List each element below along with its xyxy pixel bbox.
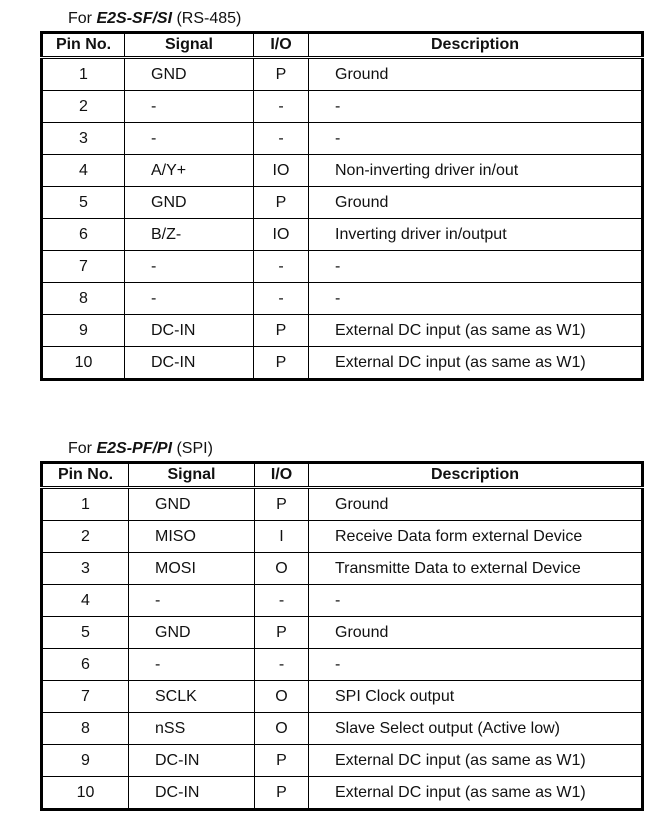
caption-suffix: (RS-485) [172, 10, 242, 27]
io: - [255, 649, 309, 681]
signal: GND [125, 58, 254, 91]
signal: A/Y+ [125, 155, 254, 187]
io: P [254, 187, 309, 219]
table-row [42, 553, 643, 585]
signal: B/Z- [125, 219, 254, 251]
signal: - [125, 283, 254, 315]
description: Ground [309, 187, 643, 219]
pin-no: 4 [42, 585, 129, 617]
signal: DC-IN [129, 777, 255, 810]
signal: GND [129, 488, 255, 521]
signal: - [125, 123, 254, 155]
pin-no: 9 [42, 315, 125, 347]
caption-model: E2S-PF/PI [96, 440, 173, 457]
header-pin-no: Pin No. [42, 463, 129, 488]
io: P [254, 315, 309, 347]
header-row [42, 463, 643, 488]
header-io: I/O [255, 463, 309, 488]
signal: DC-IN [125, 347, 254, 380]
pin-no: 9 [42, 745, 129, 777]
signal: MOSI [129, 553, 255, 585]
header-description: Description [309, 463, 643, 488]
io: - [255, 585, 309, 617]
pin-no: 10 [42, 347, 125, 380]
pin-no: 7 [42, 681, 129, 713]
description: Inverting driver in/output [309, 219, 643, 251]
signal: SCLK [129, 681, 255, 713]
header-io: I/O [254, 33, 309, 58]
header-signal: Signal [125, 33, 254, 58]
table-row [42, 283, 643, 315]
pin-no: 2 [42, 91, 125, 123]
signal: GND [125, 187, 254, 219]
table-row [42, 649, 643, 681]
table-row [42, 91, 643, 123]
header-pin-no: Pin No. [42, 33, 125, 58]
pin-no: 1 [42, 488, 129, 521]
io: IO [254, 219, 309, 251]
io: I [255, 521, 309, 553]
caption-prefix: For [68, 10, 97, 27]
io: P [254, 58, 309, 91]
description: Ground [309, 488, 643, 521]
pin-no: 4 [42, 155, 125, 187]
table-row [42, 155, 643, 187]
io: IO [254, 155, 309, 187]
io: P [255, 777, 309, 810]
signal: nSS [129, 713, 255, 745]
io: O [255, 713, 309, 745]
signal: DC-IN [125, 315, 254, 347]
pin-no: 7 [42, 251, 125, 283]
io: O [255, 553, 309, 585]
signal: GND [129, 617, 255, 649]
description: - [309, 251, 643, 283]
table-row [42, 58, 643, 91]
io: - [254, 91, 309, 123]
io: P [255, 745, 309, 777]
io: P [255, 617, 309, 649]
table-caption-spi [68, 440, 213, 458]
description: External DC input (as same as W1) [309, 777, 643, 810]
pin-no: 3 [42, 553, 129, 585]
table-row [42, 521, 643, 553]
description: SPI Clock output [309, 681, 643, 713]
table-row [42, 219, 643, 251]
description: Ground [309, 617, 643, 649]
description: Receive Data form external Device [309, 521, 643, 553]
header-description: Description [309, 33, 643, 58]
io: P [255, 488, 309, 521]
signal: DC-IN [129, 745, 255, 777]
description: Ground [309, 58, 643, 91]
header-row [42, 33, 643, 58]
description: External DC input (as same as W1) [309, 315, 643, 347]
pin-no: 2 [42, 521, 129, 553]
caption-suffix: (SPI) [172, 440, 213, 457]
description: - [309, 649, 643, 681]
pin-no: 10 [42, 777, 129, 810]
description: - [309, 91, 643, 123]
pin-no: 6 [42, 219, 125, 251]
pin-no: 8 [42, 283, 125, 315]
table-row [42, 617, 643, 649]
table-row [42, 713, 643, 745]
description: - [309, 585, 643, 617]
table-row [42, 488, 643, 521]
table-row [42, 251, 643, 283]
signal: MISO [129, 521, 255, 553]
description: Transmitte Data to external Device [309, 553, 643, 585]
description: External DC input (as same as W1) [309, 347, 643, 380]
signal: - [125, 91, 254, 123]
caption-prefix: For [68, 440, 97, 457]
io: O [255, 681, 309, 713]
description: - [309, 283, 643, 315]
table-row [42, 585, 643, 617]
table-caption-rs485 [68, 10, 241, 28]
signal: - [125, 251, 254, 283]
pin-no: 1 [42, 58, 125, 91]
pin-no: 3 [42, 123, 125, 155]
table-row [42, 777, 643, 810]
table-row [42, 745, 643, 777]
pin-no: 5 [42, 187, 125, 219]
table-row [42, 187, 643, 219]
pin-table-spi [40, 461, 644, 811]
description: - [309, 123, 643, 155]
pin-no: 8 [42, 713, 129, 745]
pin-table-rs485 [40, 31, 644, 381]
caption-model: E2S-SF/SI [96, 10, 173, 27]
signal: - [129, 649, 255, 681]
table-row [42, 123, 643, 155]
description: External DC input (as same as W1) [309, 745, 643, 777]
description: Slave Select output (Active low) [309, 713, 643, 745]
table-row [42, 347, 643, 380]
table-row [42, 315, 643, 347]
pin-no: 6 [42, 649, 129, 681]
signal: - [129, 585, 255, 617]
table-row [42, 681, 643, 713]
io: - [254, 251, 309, 283]
io: - [254, 283, 309, 315]
pin-no: 5 [42, 617, 129, 649]
io: - [254, 123, 309, 155]
header-signal: Signal [129, 463, 255, 488]
description: Non-inverting driver in/out [309, 155, 643, 187]
io: P [254, 347, 309, 380]
